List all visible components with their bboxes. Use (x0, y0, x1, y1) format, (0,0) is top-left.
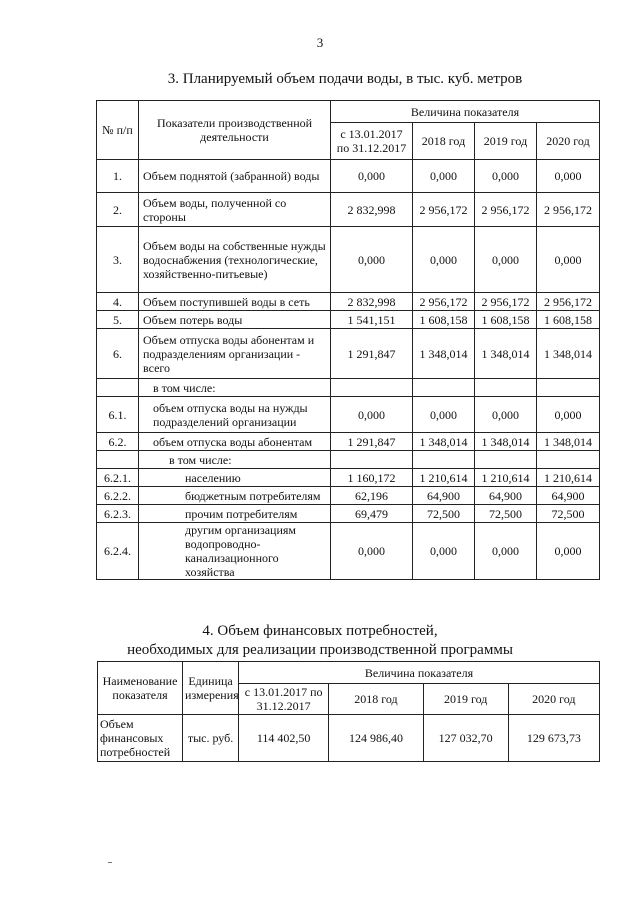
row-value: 1 291,847 (331, 433, 413, 451)
row-num: 6.2.3. (97, 505, 139, 523)
table-row (97, 160, 600, 193)
row-value: 0,000 (537, 160, 600, 193)
row-num: 6.2.4. (97, 523, 139, 580)
row-value: 124 986,40 (329, 715, 423, 762)
row-value: 127 032,70 (423, 715, 508, 762)
table-row (98, 715, 600, 762)
row-value: 1 348,014 (413, 433, 475, 451)
page-number: 3 (316, 35, 324, 50)
header-period: 2018 год (329, 684, 423, 715)
row-num: 6.1. (97, 397, 139, 433)
header-value-group: Величина показателя (239, 662, 600, 684)
row-value: 0,000 (413, 397, 475, 433)
row-value (331, 451, 413, 469)
table-row (97, 379, 600, 397)
row-value: 1 541,151 (331, 311, 413, 329)
row-value: 1 160,172 (331, 469, 413, 487)
table-row (97, 293, 600, 311)
row-value (537, 451, 600, 469)
row-value: 2 956,172 (413, 293, 475, 311)
row-num: 3. (97, 227, 139, 293)
row-value: 0,000 (413, 523, 475, 580)
row-num: 5. (97, 311, 139, 329)
row-num: 6. (97, 329, 139, 379)
row-value: 0,000 (475, 160, 537, 193)
section-4-title (0, 622, 640, 660)
row-value: 1 210,614 (537, 469, 600, 487)
row-value: 64,900 (413, 487, 475, 505)
row-value: 62,196 (331, 487, 413, 505)
row-label: прочим потребителям (139, 505, 331, 523)
table-row (97, 469, 600, 487)
row-unit: тыс. руб. (183, 715, 239, 762)
row-num (97, 379, 139, 397)
row-value: 2 956,172 (413, 193, 475, 227)
row-value: 2 832,998 (331, 293, 413, 311)
row-value: 2 956,172 (537, 193, 600, 227)
water-supply-table (96, 100, 600, 580)
row-value: 0,000 (331, 523, 413, 580)
table-row (97, 397, 600, 433)
header-period: 2019 год (423, 684, 508, 715)
row-value (537, 379, 600, 397)
row-label: Объем поднятой (забранной) воды (139, 160, 331, 193)
header-row (98, 662, 600, 684)
row-value: 72,500 (475, 505, 537, 523)
row-label: Объем воды, полученной со стороны (139, 193, 331, 227)
row-label: Объем потерь воды (139, 311, 331, 329)
table-row (97, 451, 600, 469)
table-row (97, 505, 600, 523)
row-num: 1. (97, 160, 139, 193)
table-row (97, 227, 600, 293)
row-value: 1 348,014 (413, 329, 475, 379)
row-label: населению (139, 469, 331, 487)
row-num (97, 451, 139, 469)
table-row (97, 329, 600, 379)
row-value: 64,900 (475, 487, 537, 505)
row-label: объем отпуска воды на нужды подразделений организации (139, 397, 331, 433)
header-period: 2018 год (413, 123, 475, 160)
row-value: 1 210,614 (413, 469, 475, 487)
header-num: № п/п (97, 101, 139, 160)
table-row (97, 523, 600, 580)
row-value: 1 348,014 (537, 329, 600, 379)
row-value: 1 348,014 (537, 433, 600, 451)
row-value: 1 348,014 (475, 329, 537, 379)
row-label: в том числе: (139, 379, 331, 397)
row-value: 1 348,014 (475, 433, 537, 451)
row-value (475, 379, 537, 397)
row-value (331, 379, 413, 397)
row-num: 6.2.1. (97, 469, 139, 487)
row-label: Объем поступившей воды в сеть (139, 293, 331, 311)
row-num: 6.2. (97, 433, 139, 451)
row-value: 2 956,172 (537, 293, 600, 311)
row-value: 0,000 (413, 160, 475, 193)
header-indicator: Показатели производственной деятельности (139, 101, 331, 160)
row-value: 72,500 (537, 505, 600, 523)
header-unit: Единица измерения (183, 662, 239, 715)
header-period: 2020 год (537, 123, 600, 160)
row-value: 1 210,614 (475, 469, 537, 487)
scan-mark (108, 862, 112, 863)
row-label: другим организациям водопроводно-канализационного хозяйства (139, 523, 331, 580)
row-value: 1 608,158 (537, 311, 600, 329)
section-4-title-line1: 4. Объем финансовых потребностей, (202, 623, 438, 639)
table-row (97, 311, 600, 329)
row-value: 129 673,73 (508, 715, 599, 762)
row-value (475, 451, 537, 469)
header-period: с 13.01.2017 по 31.12.2017 (331, 123, 413, 160)
row-value: 2 956,172 (475, 193, 537, 227)
table-row (97, 487, 600, 505)
row-value: 0,000 (331, 160, 413, 193)
financial-needs-table (97, 661, 600, 762)
row-value: 2 956,172 (475, 293, 537, 311)
header-name: Наименование показателя (98, 662, 183, 715)
row-num: 6.2.2. (97, 487, 139, 505)
header-value-group: Величина показателя (331, 101, 600, 123)
row-label: объем отпуска воды абонентам (139, 433, 331, 451)
row-label: в том числе: (139, 451, 331, 469)
row-num: 2. (97, 193, 139, 227)
row-value: 0,000 (331, 397, 413, 433)
header-period: 2019 год (475, 123, 537, 160)
header-period: с 13.01.2017 по 31.12.2017 (239, 684, 329, 715)
row-value: 1 291,847 (331, 329, 413, 379)
table-row (97, 433, 600, 451)
row-value: 72,500 (413, 505, 475, 523)
table-row (97, 193, 600, 227)
row-name: Объем финансовых потребностей (98, 715, 183, 762)
row-value (413, 451, 475, 469)
row-num: 4. (97, 293, 139, 311)
row-value: 0,000 (537, 523, 600, 580)
row-value: 0,000 (475, 397, 537, 433)
row-value: 0,000 (537, 397, 600, 433)
row-value: 114 402,50 (239, 715, 329, 762)
row-value: 0,000 (537, 227, 600, 293)
row-value: 1 608,158 (413, 311, 475, 329)
row-value: 69,479 (331, 505, 413, 523)
row-value: 64,900 (537, 487, 600, 505)
row-value: 0,000 (413, 227, 475, 293)
section-3-title: 3. Планируемый объем подачи воды, в тыс. куб. метров (167, 71, 523, 87)
section-4-title-line2: необходимых для реализации производственной программы (127, 642, 513, 658)
header-period: 2020 год (508, 684, 599, 715)
row-value: 0,000 (331, 227, 413, 293)
row-label: Объем отпуска воды абонентам и подразделениям организации - всего (139, 329, 331, 379)
row-value: 0,000 (475, 523, 537, 580)
row-value: 1 608,158 (475, 311, 537, 329)
row-value: 0,000 (475, 227, 537, 293)
row-value: 2 832,998 (331, 193, 413, 227)
row-value (413, 379, 475, 397)
row-label: бюджетным потребителям (139, 487, 331, 505)
row-label: Объем воды на собственные нужды водоснабжения (технологические, хозяйственно-питьевые) (139, 227, 331, 293)
header-row (97, 101, 600, 123)
